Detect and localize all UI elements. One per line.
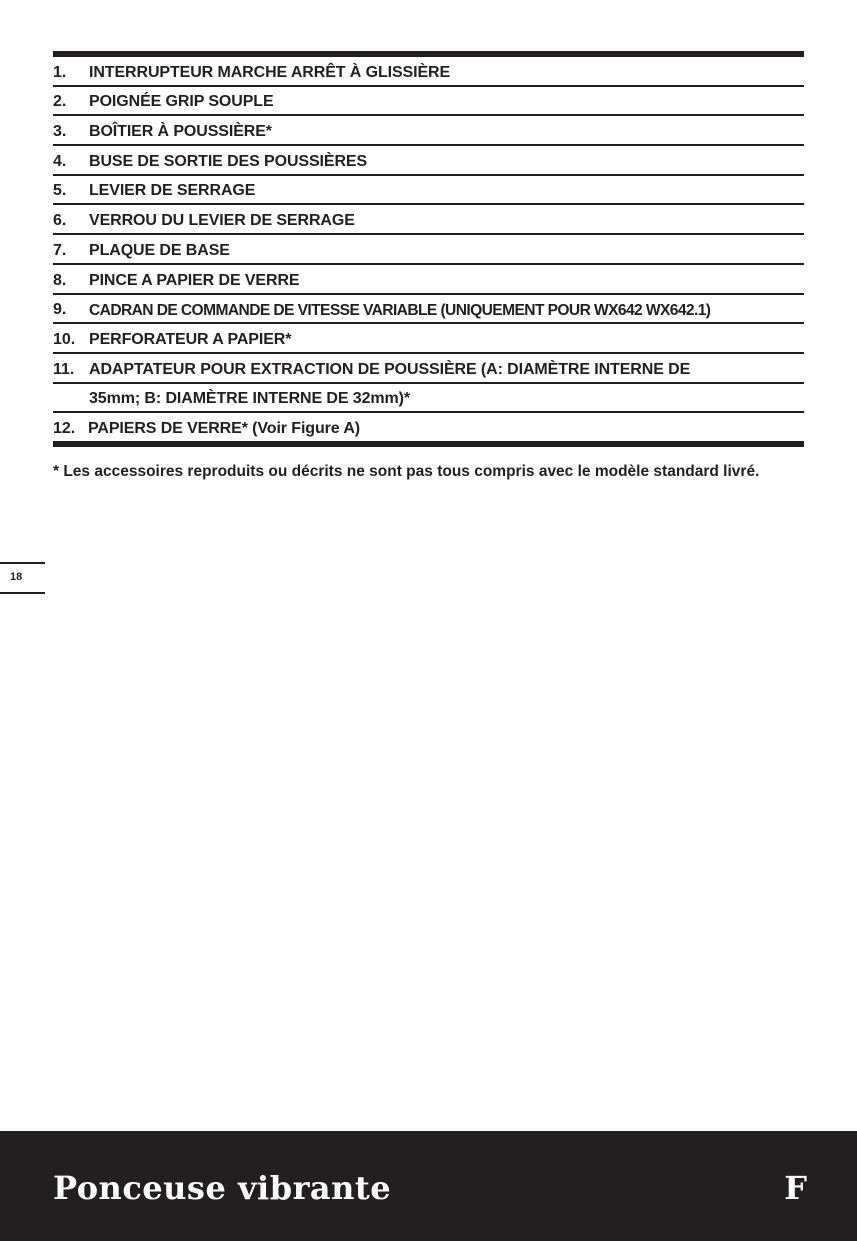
part-row-8 [53, 265, 804, 293]
part-label: VERROU DU LEVIER DE SERRAGE [89, 212, 355, 230]
part-row-2 [53, 87, 804, 115]
part-number: 12. [53, 419, 76, 437]
part-label: ADAPTATEUR POUR EXTRACTION DE POUSSIÈRE (A: DIAMÈTRE INTERNE DE [89, 360, 691, 378]
part-number: 10. [53, 330, 76, 348]
part-row-1 [53, 57, 804, 85]
footer-band [0, 1131, 857, 1241]
part-row-9 [53, 295, 804, 323]
page-number: 18 [10, 571, 23, 583]
part-label: PAPIERS DE VERRE* (Voir Figure A) [88, 419, 360, 437]
part-row-12 [53, 413, 804, 441]
language-code: F [784, 1169, 807, 1207]
bottom-rule [53, 441, 804, 447]
part-label: LEVIER DE SERRAGE [89, 182, 256, 200]
part-label-continuation: 35mm; B: DIAMÈTRE INTERNE DE 32mm)* [89, 390, 411, 408]
part-row-7 [53, 235, 804, 263]
part-number: 6. [53, 212, 67, 230]
part-label: PERFORATEUR A PAPIER* [89, 330, 292, 348]
parts-list [53, 51, 804, 447]
part-row-11-continued [53, 384, 804, 412]
page-number-box [0, 562, 45, 594]
part-label: POIGNÉE GRIP SOUPLE [89, 93, 274, 111]
part-number: 9. [53, 301, 67, 319]
part-label: BUSE DE SORTIE DES POUSSIÈRES [89, 152, 368, 170]
part-row-11 [53, 354, 804, 382]
part-label: CADRAN DE COMMANDE DE VITESSE VARIABLE (UNIQUEMENT POUR WX642 WX642.1) [89, 301, 711, 319]
part-row-4 [53, 146, 804, 174]
part-number: 2. [53, 93, 67, 111]
part-label: BOÎTIER À POUSSIÈRE* [89, 123, 272, 141]
part-number: 11. [53, 360, 75, 378]
footer-title: Ponceuse vibrante [53, 1169, 392, 1207]
part-number: 4. [53, 152, 67, 170]
part-row-5 [53, 176, 804, 204]
part-row-6 [53, 205, 804, 233]
part-row-3 [53, 116, 804, 144]
part-number: 8. [53, 271, 67, 289]
part-number: 5. [53, 182, 67, 200]
part-row-10 [53, 324, 804, 352]
part-label: PINCE A PAPIER DE VERRE [89, 271, 300, 289]
part-number: 1. [53, 63, 67, 81]
part-label: INTERRUPTEUR MARCHE ARRÊT À GLISSIÈRE [89, 63, 451, 81]
footnote: * Les accessoires reproduits ou décrits ne sont pas tous compris avec le modèle standard livré. [53, 463, 760, 480]
part-number: 7. [53, 241, 67, 259]
part-label: PLAQUE DE BASE [89, 241, 230, 259]
part-number: 3. [53, 123, 67, 141]
